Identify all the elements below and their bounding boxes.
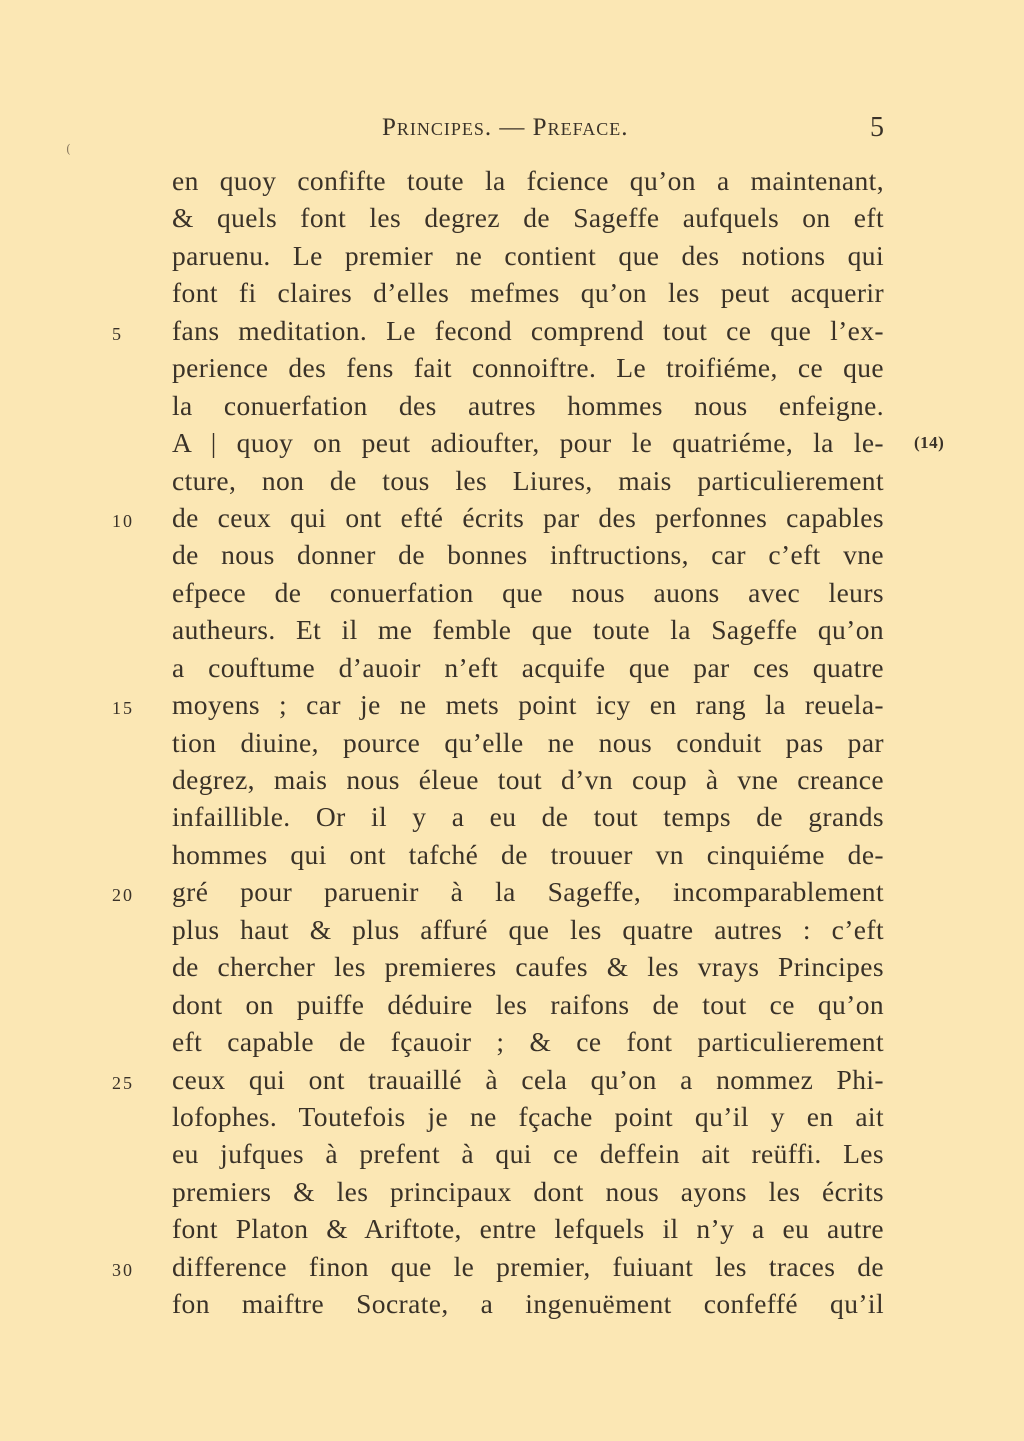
line-text: premiers & les principaux dont nous ayons les écrits — [172, 1175, 884, 1207]
text-line — [172, 387, 884, 424]
text-line — [172, 1098, 884, 1135]
text-line — [172, 237, 884, 274]
line-text: dont on puiffe déduire les raifons de tout ce qu’on — [172, 988, 884, 1020]
line-text: font fi claires d’elles mefmes qu’on les peut acquerir — [172, 277, 884, 309]
text-line — [112, 499, 884, 536]
line-number: 25 — [112, 1072, 134, 1093]
line-text: degrez, mais nous éleue tout d’vn coup à vne creance — [172, 764, 884, 795]
text-line — [172, 986, 884, 1023]
line-text: infaillible. Or il y a eu de tout temps de grands — [172, 801, 884, 833]
line-text: eft capable de fçauoir ; & ce font particulierement — [172, 1026, 884, 1058]
page-number: 5 — [870, 112, 884, 143]
line-text: eu jufques à prefent à qui ce deffein ait reüffi. Les — [172, 1138, 884, 1170]
text-line — [172, 649, 884, 686]
text-line — [172, 199, 884, 236]
line-text: tion diuine, pource qu’elle ne nous conduit pas par — [172, 726, 884, 758]
text-line — [172, 948, 884, 985]
line-text: lofophes. Toutefois je ne fçache point qu’il y en ait — [172, 1100, 884, 1132]
text-line — [172, 611, 884, 648]
line-text: font Platon & Ariftote, entre lefquels il n’y a eu autre — [172, 1213, 884, 1245]
text-line — [172, 911, 884, 948]
text-line — [172, 836, 884, 873]
line-text: efpece de conuerfation que nous auons avec leurs — [172, 576, 884, 608]
line-number: 15 — [112, 698, 134, 719]
line-text: & quels font les degrez de Sageffe aufquels on eft — [172, 202, 884, 234]
running-title: Principes. — Preface. — [382, 114, 629, 141]
line-number: 5 — [112, 323, 123, 344]
text-line — [172, 536, 884, 573]
line-text: de nous donner de bonnes inftructions, car c’eft vne — [172, 539, 884, 571]
line-text: autheurs. Et il me femble que toute la Sageffe qu’on — [172, 614, 884, 646]
text-line — [172, 1173, 884, 1210]
line-text: ceux qui ont trauaillé à cela qu’on a nommez Phi- — [172, 1063, 884, 1095]
line-text: plus haut & plus affuré que les quatre autres : c’eft — [172, 913, 884, 945]
text-line — [112, 686, 884, 723]
line-text: a couftume d’auoir n’eft acquife que par ces quatre — [172, 651, 884, 683]
text-line — [172, 798, 884, 835]
line-text: paruenu. Le premier ne contient que des notions qui — [172, 239, 884, 271]
line-text: la conuerfation des autres hommes nous enfeigne. — [172, 389, 884, 421]
line-text: de chercher les premieres caufes & les vrays Principes — [172, 951, 884, 983]
text-line — [172, 1285, 884, 1322]
line-text: fans meditation. Le fecond comprend tout ce que l’ex- — [172, 314, 884, 346]
line-text: cture, non de tous les Liures, mais particulierement — [172, 464, 884, 496]
line-number: 20 — [112, 885, 134, 906]
text-line — [172, 574, 884, 611]
running-head — [0, 108, 1024, 148]
text-line — [172, 274, 884, 311]
line-text: difference finon que le premier, fuiuant les traces de — [172, 1250, 884, 1282]
text-line — [172, 1210, 884, 1247]
margin-page-reference: (14) — [914, 433, 945, 453]
line-number: 30 — [112, 1259, 134, 1280]
body-text — [112, 162, 945, 1323]
text-line — [172, 424, 945, 461]
line-text: moyens ; car je ne mets point icy en rang la reuela- — [172, 689, 884, 721]
line-text: de ceux qui ont efté écrits par des perfonnes capables — [172, 501, 884, 533]
text-line — [172, 462, 884, 499]
text-line — [112, 873, 884, 910]
text-line — [172, 1023, 884, 1060]
line-text: hommes qui ont tafché de trouuer vn cinquiéme de- — [172, 838, 884, 870]
text-line — [172, 349, 884, 386]
line-number: 10 — [112, 510, 134, 531]
text-line — [172, 162, 884, 199]
text-line — [112, 1248, 884, 1285]
line-text: en quoy confifte toute la fcience qu’on a maintenant, — [172, 165, 884, 196]
line-text: gré pour paruenir à la Sageffe, incomparablement — [172, 876, 884, 908]
stray-mark: ( — [66, 142, 71, 156]
text-line — [172, 761, 884, 798]
text-line — [172, 1135, 884, 1172]
line-text: perience des fens fait connoiftre. Le troifiéme, ce que — [172, 352, 884, 384]
text-line — [172, 724, 884, 761]
line-text: A | quoy on peut adioufter, pour le quatriéme, la le- — [172, 427, 884, 459]
text-line — [112, 312, 884, 349]
text-line — [112, 1061, 884, 1098]
line-text: fon maiftre Socrate, a ingenuëment confeffé qu’il — [172, 1288, 884, 1320]
